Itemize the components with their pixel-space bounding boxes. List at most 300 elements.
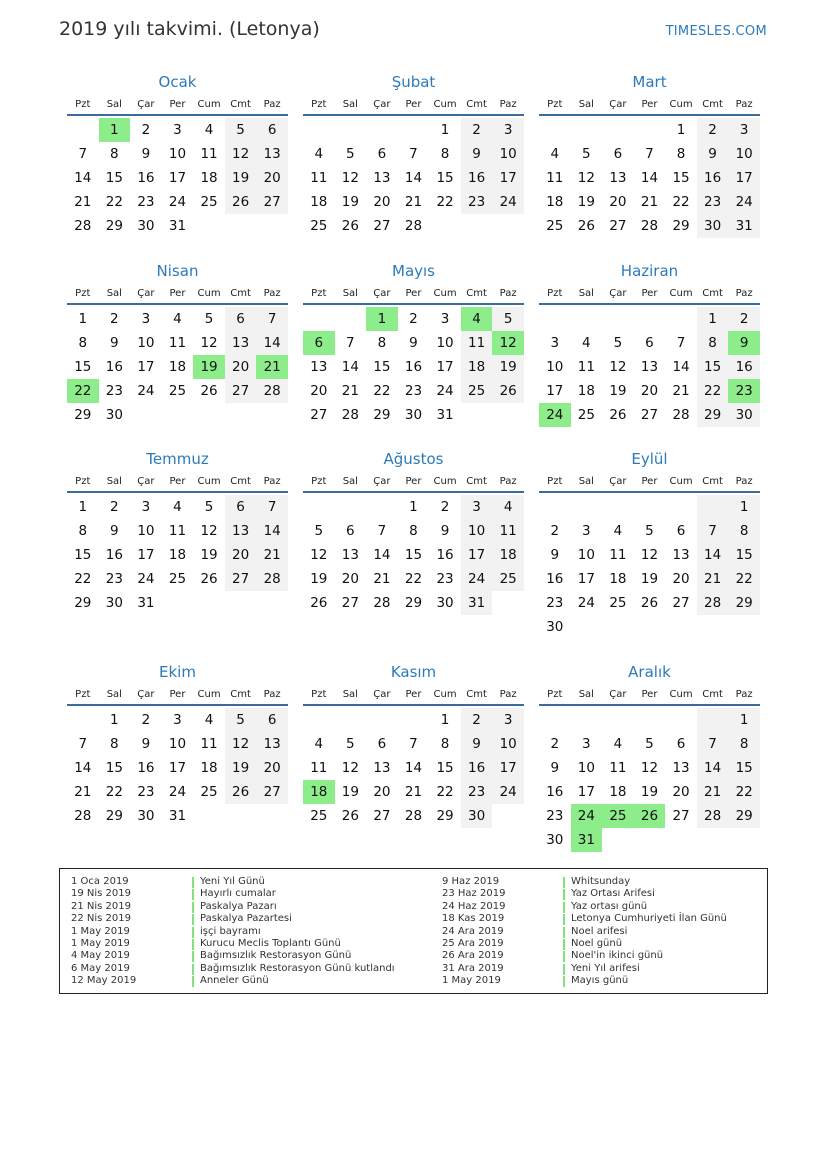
- day-cell: 6: [676, 736, 686, 752]
- empty-cell: [335, 307, 367, 331]
- weekday-header: [303, 94, 524, 116]
- day-cell: 7: [409, 146, 418, 162]
- day-cell: 7: [697, 732, 729, 756]
- day-cell: 9: [461, 732, 493, 756]
- day-cell: 11: [546, 170, 564, 186]
- weekday-header: [539, 471, 760, 493]
- day-cell: 11: [577, 359, 595, 375]
- holiday-marker: [563, 914, 565, 925]
- day-cell: 12: [310, 547, 328, 563]
- empty-cell: [303, 307, 335, 331]
- day-cell: 5: [346, 146, 355, 162]
- day-cell: 23: [105, 571, 123, 587]
- day-cell: 27: [225, 379, 257, 403]
- month-name: Mart: [632, 73, 667, 91]
- month-5: [303, 259, 524, 427]
- day-cell: 29: [697, 403, 729, 427]
- weekday-label: Çar: [137, 99, 155, 110]
- day-cell: 23: [137, 784, 155, 800]
- day-cell: 4: [582, 335, 591, 351]
- empty-cell: [634, 495, 666, 519]
- weekday-label: Paz: [263, 689, 281, 700]
- day-cell: 7: [676, 335, 686, 351]
- holiday-name: Paskalya Pazartesi: [200, 913, 292, 925]
- day-cell: 15: [697, 355, 729, 379]
- legend-row: [71, 888, 395, 900]
- weekday-label: Pzt: [311, 288, 327, 299]
- day-cell: 14: [256, 331, 288, 355]
- day-cell: 5: [582, 146, 591, 162]
- weekday-label: Cum: [669, 288, 693, 299]
- holiday-date: 1 Oca 2019: [71, 876, 129, 887]
- holiday-marker: [192, 939, 194, 950]
- day-cell: 15: [728, 543, 760, 567]
- day-grid: [67, 706, 288, 828]
- day-cell: 12: [640, 760, 659, 776]
- day-cell: 8: [728, 519, 760, 543]
- day-cell: 27: [225, 567, 257, 591]
- day-cell: 16: [461, 166, 493, 190]
- holiday-day-cell: 31: [571, 828, 603, 852]
- holiday-day-cell: 24: [539, 403, 571, 427]
- weekday-label: Pzt: [75, 288, 91, 299]
- weekday-label: Paz: [735, 99, 753, 110]
- day-cell: 21: [373, 571, 391, 587]
- day-cell: 8: [110, 146, 119, 162]
- day-cell: 29: [74, 595, 92, 611]
- day-cell: 30: [546, 832, 564, 848]
- day-cell: 18: [200, 760, 218, 776]
- day-cell: 19: [225, 756, 257, 780]
- day-cell: 4: [173, 499, 182, 515]
- day-cell: 19: [640, 571, 659, 587]
- day-cell: 2: [409, 311, 418, 327]
- day-cell: 3: [440, 311, 450, 327]
- weekday-label: Paz: [263, 288, 281, 299]
- empty-cell: [539, 708, 571, 732]
- legend-row: [442, 901, 727, 913]
- day-cell: 8: [377, 335, 387, 351]
- day-cell: 8: [110, 736, 119, 752]
- day-cell: 11: [168, 523, 187, 539]
- weekday-label: Cum: [669, 99, 693, 110]
- month-6: [539, 259, 760, 427]
- day-cell: 28: [341, 407, 359, 423]
- weekday-label: Cmt: [230, 288, 251, 299]
- day-cell: 27: [256, 780, 288, 804]
- day-cell: 7: [377, 523, 387, 539]
- weekday-label: Pzt: [75, 689, 91, 700]
- day-cell: 10: [137, 523, 155, 539]
- empty-cell: [571, 118, 603, 142]
- legend-row: [71, 963, 395, 975]
- empty-cell: [303, 118, 335, 142]
- weekday-header: [303, 283, 524, 305]
- day-cell: 14: [697, 756, 729, 780]
- day-cell: 28: [697, 804, 729, 828]
- day-cell: 20: [225, 355, 257, 379]
- day-cell: 17: [546, 383, 564, 399]
- day-cell: 2: [141, 122, 151, 138]
- day-cell: 6: [225, 307, 257, 331]
- day-cell: 2: [461, 118, 493, 142]
- day-cell: 16: [137, 760, 155, 776]
- day-cell: 17: [168, 170, 187, 186]
- holiday-marker: [192, 927, 194, 938]
- day-cell: 28: [404, 218, 423, 234]
- month-name: Kasım: [390, 663, 437, 681]
- holiday-name: Noel arifesi: [571, 925, 628, 937]
- day-cell: 9: [141, 736, 151, 752]
- day-cell: 2: [550, 736, 560, 752]
- day-cell: 2: [728, 307, 760, 331]
- day-cell: 17: [168, 760, 187, 776]
- day-cell: 14: [404, 760, 423, 776]
- weekday-header: [303, 471, 524, 493]
- day-cell: 19: [577, 194, 595, 210]
- day-cell: 18: [492, 543, 524, 567]
- day-cell: 23: [404, 383, 423, 399]
- weekday-label: Çar: [609, 476, 627, 487]
- day-cell: 12: [640, 547, 659, 563]
- holiday-day-cell: 4: [461, 307, 493, 331]
- day-cell: 11: [609, 760, 627, 776]
- day-cell: 17: [461, 543, 493, 567]
- weekday-header: [67, 471, 288, 493]
- holiday-marker: [192, 914, 194, 925]
- brand-link[interactable]: TIMESLES.COM: [665, 24, 767, 39]
- holiday-name: Kurucu Meclis Toplantı Günü: [200, 938, 341, 950]
- day-cell: 18: [577, 383, 595, 399]
- day-cell: 27: [373, 218, 391, 234]
- day-grid: [303, 116, 524, 238]
- day-cell: 29: [672, 218, 690, 234]
- day-cell: 2: [697, 118, 729, 142]
- day-cell: 22: [672, 194, 690, 210]
- day-cell: 16: [404, 359, 423, 375]
- day-cell: 25: [168, 571, 187, 587]
- weekday-label: Sal: [578, 476, 594, 487]
- day-cell: 15: [404, 547, 423, 563]
- day-cell: 31: [461, 591, 493, 615]
- holiday-legend: [59, 868, 768, 994]
- holiday-name: Bağımsızlık Restorasyon Günü kutlandı: [200, 962, 395, 974]
- day-cell: 25: [609, 595, 627, 611]
- day-cell: 1: [676, 122, 686, 138]
- weekday-label: Per: [169, 288, 186, 299]
- holiday-marker: [192, 902, 194, 913]
- day-cell: 20: [373, 784, 391, 800]
- day-cell: 13: [256, 732, 288, 756]
- holiday-date: 23 Haz 2019: [442, 888, 506, 900]
- empty-cell: [335, 495, 367, 519]
- day-cell: 23: [546, 808, 564, 824]
- day-cell: 5: [204, 499, 214, 515]
- day-cell: 17: [577, 784, 595, 800]
- weekday-label: Per: [169, 689, 186, 700]
- empty-cell: [398, 708, 430, 732]
- day-cell: 22: [373, 383, 391, 399]
- weekday-label: Cum: [669, 689, 693, 700]
- month-1: [67, 70, 288, 238]
- weekday-label: Pzt: [547, 689, 563, 700]
- day-cell: 12: [577, 170, 595, 186]
- day-cell: 30: [137, 808, 155, 824]
- day-cell: 24: [461, 567, 493, 591]
- day-cell: 6: [256, 708, 288, 732]
- day-cell: 17: [492, 166, 524, 190]
- weekday-label: Per: [169, 99, 186, 110]
- day-cell: 29: [74, 407, 92, 423]
- day-cell: 25: [310, 218, 328, 234]
- day-cell: 17: [577, 571, 595, 587]
- empty-cell: [366, 495, 398, 519]
- day-cell: 31: [728, 214, 760, 238]
- day-cell: 29: [373, 407, 391, 423]
- day-cell: 9: [110, 335, 119, 351]
- day-cell: 30: [546, 619, 564, 635]
- holiday-name: Yaz ortası günü: [571, 900, 648, 912]
- day-cell: 13: [640, 359, 659, 375]
- weekday-label: Cmt: [702, 99, 723, 110]
- day-cell: 16: [461, 756, 493, 780]
- empty-cell: [665, 307, 697, 331]
- day-cell: 26: [310, 595, 328, 611]
- weekday-header: [539, 283, 760, 305]
- day-cell: 21: [74, 784, 92, 800]
- day-cell: 30: [728, 403, 760, 427]
- weekday-label: Paz: [499, 476, 517, 487]
- day-cell: 13: [256, 142, 288, 166]
- day-cell: 9: [697, 142, 729, 166]
- day-cell: 14: [404, 170, 423, 186]
- day-cell: 22: [697, 379, 729, 403]
- day-cell: 16: [105, 359, 123, 375]
- weekday-label: Pzt: [547, 288, 563, 299]
- weekday-label: Pzt: [547, 476, 563, 487]
- day-cell: 10: [546, 359, 564, 375]
- day-cell: 13: [225, 331, 257, 355]
- day-cell: 6: [645, 335, 654, 351]
- page-title: 2019 yılı takvimi. (Letonya): [59, 18, 320, 40]
- day-cell: 26: [640, 595, 659, 611]
- holiday-date: 31 Ara 2019: [442, 962, 504, 974]
- day-cell: 13: [225, 519, 257, 543]
- empty-cell: [366, 708, 398, 732]
- empty-cell: [697, 495, 729, 519]
- day-cell: 5: [204, 311, 214, 327]
- day-cell: 7: [78, 146, 88, 162]
- day-cell: 24: [137, 383, 155, 399]
- day-cell: 21: [404, 194, 423, 210]
- day-cell: 30: [436, 595, 454, 611]
- day-cell: 15: [728, 756, 760, 780]
- weekday-label: Per: [405, 99, 422, 110]
- holiday-marker: [563, 939, 565, 950]
- holiday-date: 24 Ara 2019: [442, 925, 504, 937]
- day-cell: 9: [550, 760, 560, 776]
- day-cell: 1: [409, 499, 418, 515]
- holiday-name: Mayıs günü: [571, 975, 629, 987]
- day-cell: 21: [697, 780, 729, 804]
- day-cell: 3: [492, 708, 524, 732]
- day-cell: 28: [640, 218, 659, 234]
- day-cell: 11: [200, 146, 218, 162]
- day-cell: 10: [577, 547, 595, 563]
- weekday-label: Cmt: [466, 689, 487, 700]
- weekday-label: Sal: [342, 288, 358, 299]
- day-cell: 10: [137, 335, 155, 351]
- month-name: Ekim: [159, 663, 196, 681]
- empty-cell: [67, 708, 99, 732]
- day-cell: 28: [256, 379, 288, 403]
- day-cell: 30: [137, 218, 155, 234]
- day-cell: 10: [436, 335, 454, 351]
- day-cell: 20: [640, 383, 659, 399]
- empty-cell: [398, 118, 430, 142]
- day-cell: 25: [168, 383, 187, 399]
- holiday-date: 12 May 2019: [71, 975, 137, 987]
- month-7: [67, 447, 288, 615]
- weekday-label: Çar: [373, 476, 391, 487]
- holiday-date: 26 Ara 2019: [442, 950, 504, 962]
- holiday-name: Anneler Günü: [200, 975, 269, 987]
- day-cell: 8: [676, 146, 686, 162]
- day-cell: 22: [436, 194, 454, 210]
- weekday-label: Çar: [373, 99, 391, 110]
- holiday-date: 21 Nis 2019: [71, 900, 131, 912]
- month-3: [539, 70, 760, 238]
- day-cell: 8: [697, 331, 729, 355]
- holiday-name: Paskalya Pazarı: [200, 900, 277, 912]
- empty-cell: [602, 495, 634, 519]
- day-cell: 24: [137, 571, 155, 587]
- day-cell: 19: [200, 547, 218, 563]
- day-cell: 27: [341, 595, 359, 611]
- day-cell: 31: [168, 808, 187, 824]
- day-grid: [67, 305, 288, 427]
- day-cell: 8: [78, 335, 88, 351]
- day-cell: 25: [546, 218, 564, 234]
- day-cell: 18: [200, 170, 218, 186]
- legend-row: [71, 876, 395, 888]
- day-cell: 27: [672, 808, 690, 824]
- day-cell: 29: [105, 218, 123, 234]
- weekday-label: Çar: [137, 476, 155, 487]
- month-name: Aralık: [628, 663, 671, 681]
- weekday-label: Cum: [433, 689, 457, 700]
- legend-row: [71, 975, 395, 987]
- holiday-marker: [192, 889, 194, 900]
- day-cell: 13: [672, 760, 690, 776]
- day-cell: 5: [645, 523, 654, 539]
- day-cell: 29: [728, 591, 760, 615]
- day-cell: 19: [341, 194, 359, 210]
- day-cell: 18: [168, 359, 187, 375]
- holiday-marker: [192, 877, 194, 888]
- weekday-label: Çar: [373, 288, 391, 299]
- day-cell: 20: [256, 756, 288, 780]
- weekday-label: Pzt: [311, 99, 327, 110]
- weekday-label: Çar: [609, 288, 627, 299]
- day-grid: [303, 706, 524, 828]
- weekday-label: Paz: [263, 99, 281, 110]
- day-cell: 10: [492, 142, 524, 166]
- weekday-label: Cmt: [466, 288, 487, 299]
- weekday-label: Cum: [197, 99, 221, 110]
- day-cell: 30: [404, 407, 423, 423]
- holiday-marker: [563, 877, 565, 888]
- holiday-date: 18 Kas 2019: [442, 913, 505, 925]
- weekday-label: Per: [169, 476, 186, 487]
- day-cell: 8: [78, 523, 88, 539]
- day-cell: 7: [697, 519, 729, 543]
- month-9: [539, 447, 760, 639]
- legend-row: [71, 926, 395, 938]
- weekday-label: Sal: [342, 476, 358, 487]
- day-cell: 10: [461, 519, 493, 543]
- day-cell: 30: [105, 595, 123, 611]
- day-cell: 30: [105, 407, 123, 423]
- day-cell: 4: [550, 146, 560, 162]
- day-cell: 11: [461, 331, 493, 355]
- holiday-name: Yaz Ortası Arifesi: [571, 888, 655, 900]
- day-grid: [539, 706, 760, 852]
- holiday-day-cell: 1: [99, 118, 131, 142]
- day-cell: 12: [225, 732, 257, 756]
- day-cell: 1: [440, 712, 450, 728]
- day-cell: 23: [137, 194, 155, 210]
- day-cell: 20: [672, 784, 690, 800]
- empty-cell: [571, 307, 603, 331]
- month-name: Ocak: [158, 73, 197, 91]
- day-cell: 17: [137, 547, 155, 563]
- empty-cell: [634, 118, 666, 142]
- day-cell: 9: [141, 146, 151, 162]
- weekday-label: Cmt: [230, 99, 251, 110]
- weekday-header: [67, 94, 288, 116]
- legend-row: [442, 876, 727, 888]
- day-cell: 13: [609, 170, 627, 186]
- legend-row: [442, 975, 727, 987]
- day-cell: 27: [256, 190, 288, 214]
- day-cell: 26: [609, 407, 627, 423]
- day-cell: 28: [74, 808, 92, 824]
- month-name: Mayıs: [392, 262, 435, 280]
- holiday-date: 1 May 2019: [71, 925, 130, 937]
- day-cell: 12: [341, 170, 359, 186]
- weekday-label: Cmt: [702, 689, 723, 700]
- day-grid: [539, 116, 760, 238]
- month-name: Eylül: [631, 450, 668, 468]
- day-cell: 26: [225, 780, 257, 804]
- day-cell: 10: [492, 732, 524, 756]
- holiday-marker: [563, 889, 565, 900]
- empty-cell: [665, 495, 697, 519]
- holiday-name: Bağımsızlık Restorasyon Günü: [200, 950, 352, 962]
- holiday-day-cell: 26: [634, 804, 666, 828]
- day-cell: 3: [141, 499, 151, 515]
- day-cell: 16: [546, 571, 564, 587]
- day-cell: 12: [341, 760, 359, 776]
- weekday-label: Cmt: [230, 689, 251, 700]
- legend-row: [442, 913, 727, 925]
- day-cell: 15: [105, 760, 123, 776]
- day-cell: 16: [697, 166, 729, 190]
- day-cell: 20: [341, 571, 359, 587]
- holiday-marker: [563, 964, 565, 975]
- day-cell: 27: [609, 218, 627, 234]
